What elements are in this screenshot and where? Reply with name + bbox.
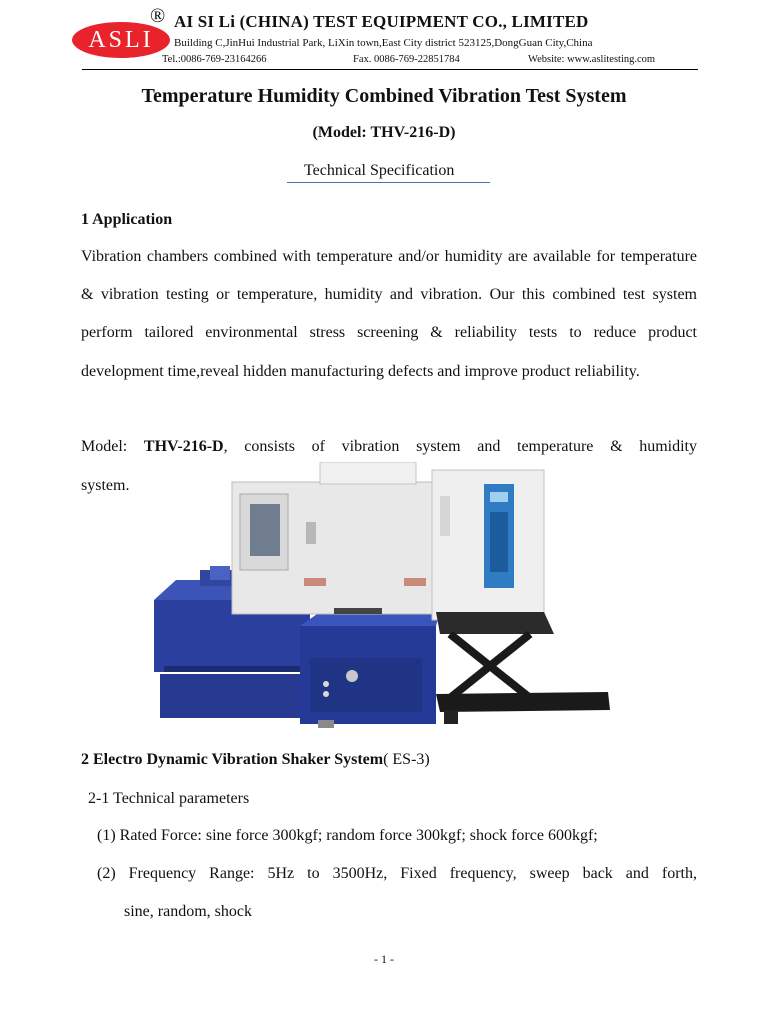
model-description-tail: system.	[81, 477, 130, 494]
model-suffix: , consists of vibration system and temperature & humidity	[223, 438, 698, 455]
model-prefix: Model:	[81, 438, 144, 455]
company-tel: Tel.:0086-769-23164266	[162, 54, 267, 65]
model-name: THV-216-D	[143, 438, 224, 455]
model-line: (Model: THV-216-D)	[312, 124, 456, 141]
company-name: AI SI Li (CHINA) TEST EQUIPMENT CO., LIMITED	[174, 12, 589, 31]
page-number: - 1 -	[374, 952, 394, 966]
parameter-frequency-range-cont: sine, random, shock	[124, 903, 252, 920]
logo-text: ASLI	[88, 27, 154, 53]
technical-parameters-heading: 2-1 Technical parameters	[88, 790, 250, 807]
parameter-rated-force: (1) Rated Force: sine force 300kgf; random force 300kgf; shock force 600kgf;	[97, 827, 598, 844]
shaker-heading-suffix: ( ES-3)	[383, 751, 430, 768]
application-paragraph: Vibration chambers combined with temperature and/or humidity are available for temperature & vibration testing or temperature, humidity and vibration. Our this combined test system perform tailored environmental stress screening & reliability tests to reduce product development time,reveal hidden manufacturing defects and improve product reliability.	[81, 248, 697, 380]
model-description-line	[81, 438, 697, 456]
company-logo	[72, 22, 170, 58]
company-address: Building C,JinHui Industrial Park, LiXin town,East City district 523125,DongGuan City,China	[174, 37, 593, 49]
company-website: Website: www.aslitesting.com	[528, 54, 656, 65]
company-fax: Fax. 0086-769-22851784	[353, 54, 460, 65]
section-shaker-heading	[81, 751, 430, 769]
header-divider	[82, 69, 698, 70]
technical-spec-underline	[287, 182, 490, 183]
document-title: Temperature Humidity Combined Vibration Test System	[141, 85, 627, 107]
section-application-heading: 1 Application	[81, 211, 173, 228]
technical-spec-heading: Technical Specification	[304, 162, 455, 179]
test-system-photo	[140, 462, 614, 742]
parameter-frequency-range: (2) Frequency Range: 5Hz to 3500Hz, Fixed frequency, sweep back and forth,	[97, 865, 697, 882]
registered-mark: ®	[150, 5, 166, 27]
shaker-heading-text: 2 Electro Dynamic Vibration Shaker System	[81, 751, 384, 768]
